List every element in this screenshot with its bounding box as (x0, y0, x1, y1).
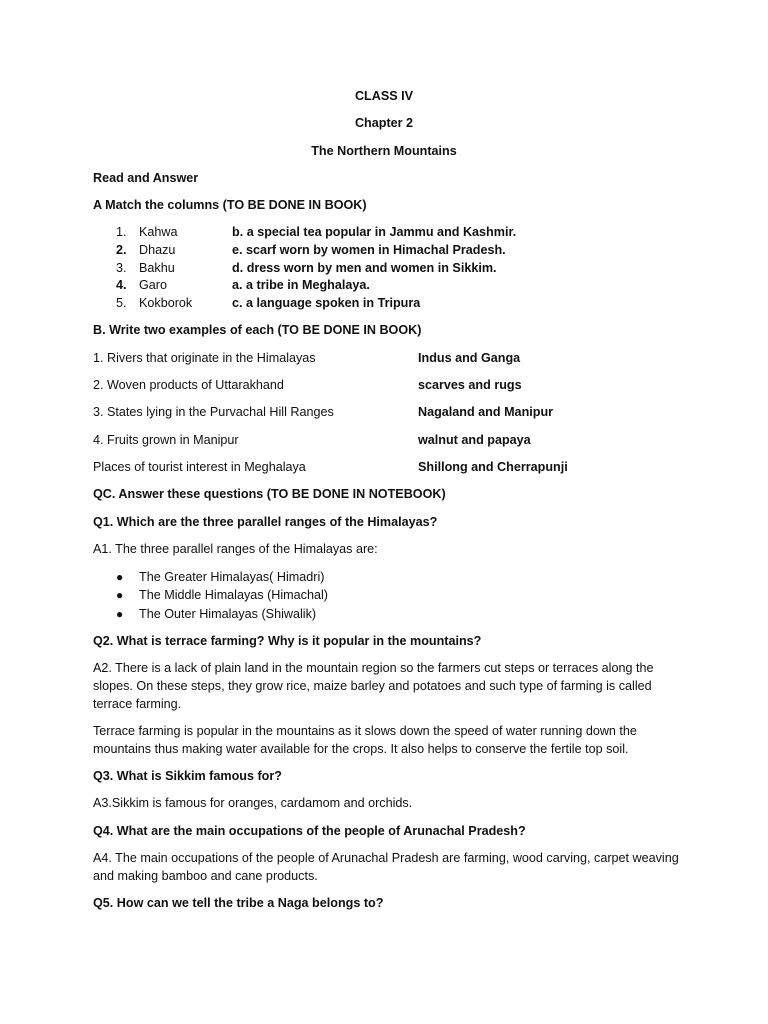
answer-3: A3.Sikkim is famous for oranges, cardamom and orchids. (93, 796, 413, 810)
match-definition: c. a language spoken in Tripura (232, 296, 421, 310)
example-question: 4. Fruits grown in Manipur (93, 433, 239, 447)
question-1: Q1. Which are the three parallel ranges of the Himalayas? (93, 515, 438, 529)
question-5: Q5. How can we tell the tribe a Naga belongs to? (93, 896, 384, 910)
list-item (0, 259, 768, 277)
match-columns-heading: A Match the columns (TO BE DONE IN BOOK) (93, 198, 367, 212)
list-item (0, 223, 768, 241)
chapter-name: The Northern Mountains (311, 144, 457, 158)
question-3: Q3. What is Sikkim famous for? (93, 769, 282, 783)
answer-1: A1. The three parallel ranges of the Himalayas are: (93, 542, 378, 556)
example-row (0, 431, 768, 449)
question-4: Q4. What are the main occupations of the people of Arunachal Pradesh? (93, 824, 526, 838)
match-definition: e. scarf worn by women in Himachal Pradesh. (232, 243, 506, 257)
list-number: 1. (116, 225, 127, 239)
match-term: Dhazu (139, 243, 176, 257)
match-term: Kahwa (139, 225, 178, 239)
example-question: 1. Rivers that originate in the Himalayas (93, 351, 316, 365)
example-answer: Indus and Ganga (418, 351, 521, 365)
example-row (0, 458, 768, 476)
bullet-text: The Middle Himalayas (Himachal) (139, 588, 328, 602)
bullet-text: The Outer Himalayas (Shiwalik) (139, 607, 317, 621)
match-term: Garo (139, 278, 167, 292)
list-number: 5. (116, 296, 127, 310)
example-row (0, 403, 768, 421)
bullet-icon: ● (116, 588, 124, 602)
example-answer: Shillong and Cherrapunji (418, 460, 568, 474)
list-item (0, 568, 768, 586)
question-2: Q2. What is terrace farming? Why is it popular in the mountains? (93, 634, 482, 648)
example-question: 3. States lying in the Purvachal Hill Ranges (93, 405, 334, 419)
list-number: 4. (116, 278, 127, 292)
example-answer: walnut and papaya (418, 433, 531, 447)
example-answer: scarves and rugs (418, 378, 522, 392)
answer-2-paragraph-1: A2. There is a lack of plain land in the mountain region so the farmers cut steps or terraces along the slopes. On these steps, they grow rice, maize barley and potatoes and such type of farming is called terrace farming. (93, 661, 654, 711)
list-number: 3. (116, 261, 127, 275)
match-definition: d. dress worn by men and women in Sikkim. (232, 261, 497, 275)
example-row (0, 349, 768, 367)
questions-heading: QC. Answer these questions (TO BE DONE IN NOTEBOOK) (93, 487, 446, 501)
bullet-text: The Greater Himalayas( Himadri) (139, 570, 325, 584)
list-item (0, 586, 768, 604)
example-row (0, 376, 768, 394)
examples-heading: B. Write two examples of each (TO BE DONE IN BOOK) (93, 323, 422, 337)
list-item (0, 294, 768, 312)
chapter-title: Chapter 2 (354, 116, 414, 130)
class-title: CLASS IV (354, 89, 414, 103)
match-term: Kokborok (139, 296, 193, 310)
answer-4: A4. The main occupations of the people of Arunachal Pradesh are farming, wood carving, carpet weaving and making bamboo and cane products. (93, 851, 679, 883)
example-question: Places of tourist interest in Meghalaya (93, 460, 306, 474)
list-number: 2. (116, 243, 127, 257)
answer-2-paragraph-2: Terrace farming is popular in the mountains as it slows down the speed of water running down the mountains thus making water available for the crops. It also helps to conserve the fertile top soil. (93, 724, 637, 756)
example-question: 2. Woven products of Uttarakhand (93, 378, 284, 392)
bullet-icon: ● (116, 607, 124, 621)
read-and-answer-heading: Read and Answer (93, 171, 199, 185)
match-definition: b. a special tea popular in Jammu and Kashmir. (232, 225, 517, 239)
list-item (0, 605, 768, 623)
bullet-icon: ● (116, 570, 124, 584)
match-term: Bakhu (139, 261, 175, 275)
example-answer: Nagaland and Manipur (418, 405, 554, 419)
match-definition: a. a tribe in Meghalaya. (232, 278, 370, 292)
list-item (0, 276, 768, 294)
list-item (0, 241, 768, 259)
